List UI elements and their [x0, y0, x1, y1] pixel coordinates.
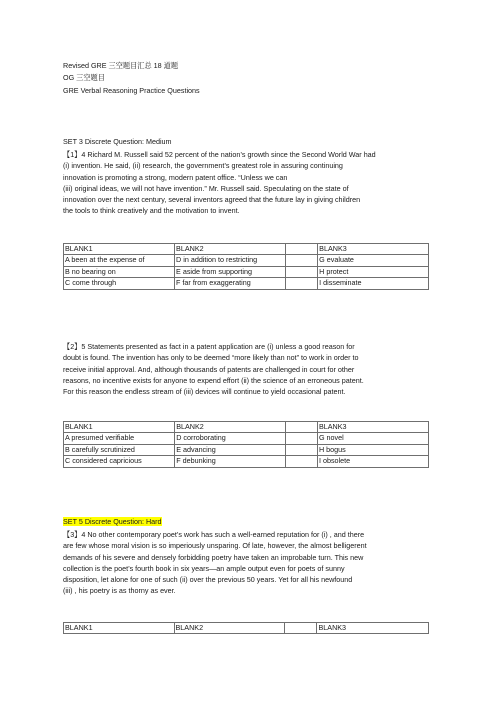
answer-option: A presumed verifiable — [64, 433, 175, 444]
question-1-line: (i) invention. He said, (ii) research, the government’s greatest role in assuring continuing — [63, 161, 343, 171]
question-2-text — [63, 341, 431, 397]
table-row — [64, 444, 429, 455]
answer-option: G novel — [317, 433, 428, 444]
table-spacer-cell — [285, 456, 317, 467]
set3-heading: SET 3 Discrete Question: Medium — [63, 137, 172, 146]
question-1-text — [63, 149, 431, 217]
question-3-line: disposition, let alone for one of such (ii) over the previous 50 years. Yet for all his newfound — [63, 575, 353, 585]
answer-option: F debunking — [175, 456, 286, 467]
table-spacer-cell — [285, 433, 317, 444]
question-1-line: the tools to think creatively and the motivation to invent. — [63, 206, 240, 216]
question-2-line: doubt is found. The invention has only to be deemed “more likely than not” to work in order to — [63, 353, 359, 363]
table-header-row — [64, 422, 429, 433]
set5-heading — [63, 517, 162, 526]
table-row — [64, 255, 429, 266]
table-header-row — [64, 244, 429, 255]
answer-option: I obsolete — [317, 456, 428, 467]
question-3-text — [63, 529, 431, 597]
table-spacer-cell — [286, 244, 318, 255]
highlighted-heading: SET 5 Discrete Question: Hard — [63, 517, 162, 526]
table-spacer-cell — [285, 623, 317, 634]
answer-option: H protect — [318, 266, 429, 277]
table-cell: BLANK1 — [64, 623, 175, 634]
section-title: GRE Verbal Reasoning Practice Questions — [63, 86, 200, 95]
question-2-line: For this reason the endless stream of (iii) devices will continue to yield occasional patent. — [63, 387, 346, 397]
table-cell: BLANK2 — [175, 422, 286, 433]
question-3-line: (iii) , his poetry is as thorny as ever. — [63, 586, 176, 596]
answer-option: H bogus — [317, 444, 428, 455]
answer-option: D corroborating — [175, 433, 286, 444]
answer-option: G evaluate — [318, 255, 429, 266]
table-cell: BLANK3 — [317, 422, 428, 433]
question-3-line: collection is the poet’s fourth book in six years—an ample output even for poets of sunny — [63, 563, 345, 573]
table-spacer-cell — [285, 444, 317, 455]
question-3-line: are few whose moral vision is so imperiously unsparing. Of late, however, the almost belligerent — [63, 541, 367, 551]
table-spacer-cell — [286, 278, 318, 289]
table-cell: BLANK3 — [318, 244, 429, 255]
question-1-line: 【1】4 Richard M. Russell said 52 percent of the nation’s growth since the Second World War had — [63, 150, 376, 159]
table-row — [64, 266, 429, 277]
table-cell: BLANK2 — [175, 244, 286, 255]
question-1-line: innovation is promoting a strong, modern patent office. “Unless we can — [63, 172, 288, 182]
table-spacer-cell — [285, 422, 317, 433]
table-row — [64, 278, 429, 289]
answer-option: C come through — [64, 278, 175, 289]
question-2-line: receive initial approval. And, although thousands of patents are challenged in court for other — [63, 364, 355, 374]
question-2-line: reasons, no incentive exists for anyone to expend effort (ii) the science of an erroneous patent. — [63, 375, 364, 385]
answer-option: C considered capricious — [64, 456, 175, 467]
answer-option: B no bearing on — [64, 266, 175, 277]
question-2-answer-table — [63, 421, 429, 468]
answer-option: B carefully scrutinized — [64, 444, 175, 455]
question-1-line: (iii) original ideas, we will not have invention.” Mr. Russell said. Speculating on the state of — [63, 183, 349, 193]
question-3-line: demands of his severe and densely forbidding poetry have taken an improbable turn. This new — [63, 552, 364, 562]
answer-option: A been at the expense of — [64, 255, 175, 266]
question-1-answer-table — [63, 243, 429, 290]
answer-option: D in addition to restricting — [175, 255, 286, 266]
table-spacer-cell — [286, 266, 318, 277]
answer-option: F far from exaggerating — [175, 278, 286, 289]
document-subtitle: OG 三空题目 — [63, 73, 105, 82]
answer-option: E aside from supporting — [175, 266, 286, 277]
answer-option: E advancing — [175, 444, 286, 455]
answer-option: I disseminate — [318, 278, 429, 289]
question-3-answer-table — [63, 622, 429, 634]
table-cell: BLANK2 — [174, 623, 285, 634]
question-1-line: innovation over the next century, several inventors agreed that the future lay in giving children — [63, 195, 361, 205]
question-3-line: 【3】4 No other contemporary poet’s work has such a well-earned reputation for (i) , and there — [63, 530, 365, 539]
table-cell: BLANK3 — [317, 623, 429, 634]
table-row — [64, 456, 429, 467]
question-2-line: 【2】5 Statements presented as fact in a patent application are (i) unless a good reason for — [63, 342, 355, 351]
table-header-row — [64, 623, 429, 634]
table-spacer-cell — [286, 255, 318, 266]
document-title: Revised GRE 三空题目汇总 18 道题 — [63, 61, 179, 70]
table-cell: BLANK1 — [64, 244, 175, 255]
table-row — [64, 433, 429, 444]
table-cell: BLANK1 — [64, 422, 175, 433]
